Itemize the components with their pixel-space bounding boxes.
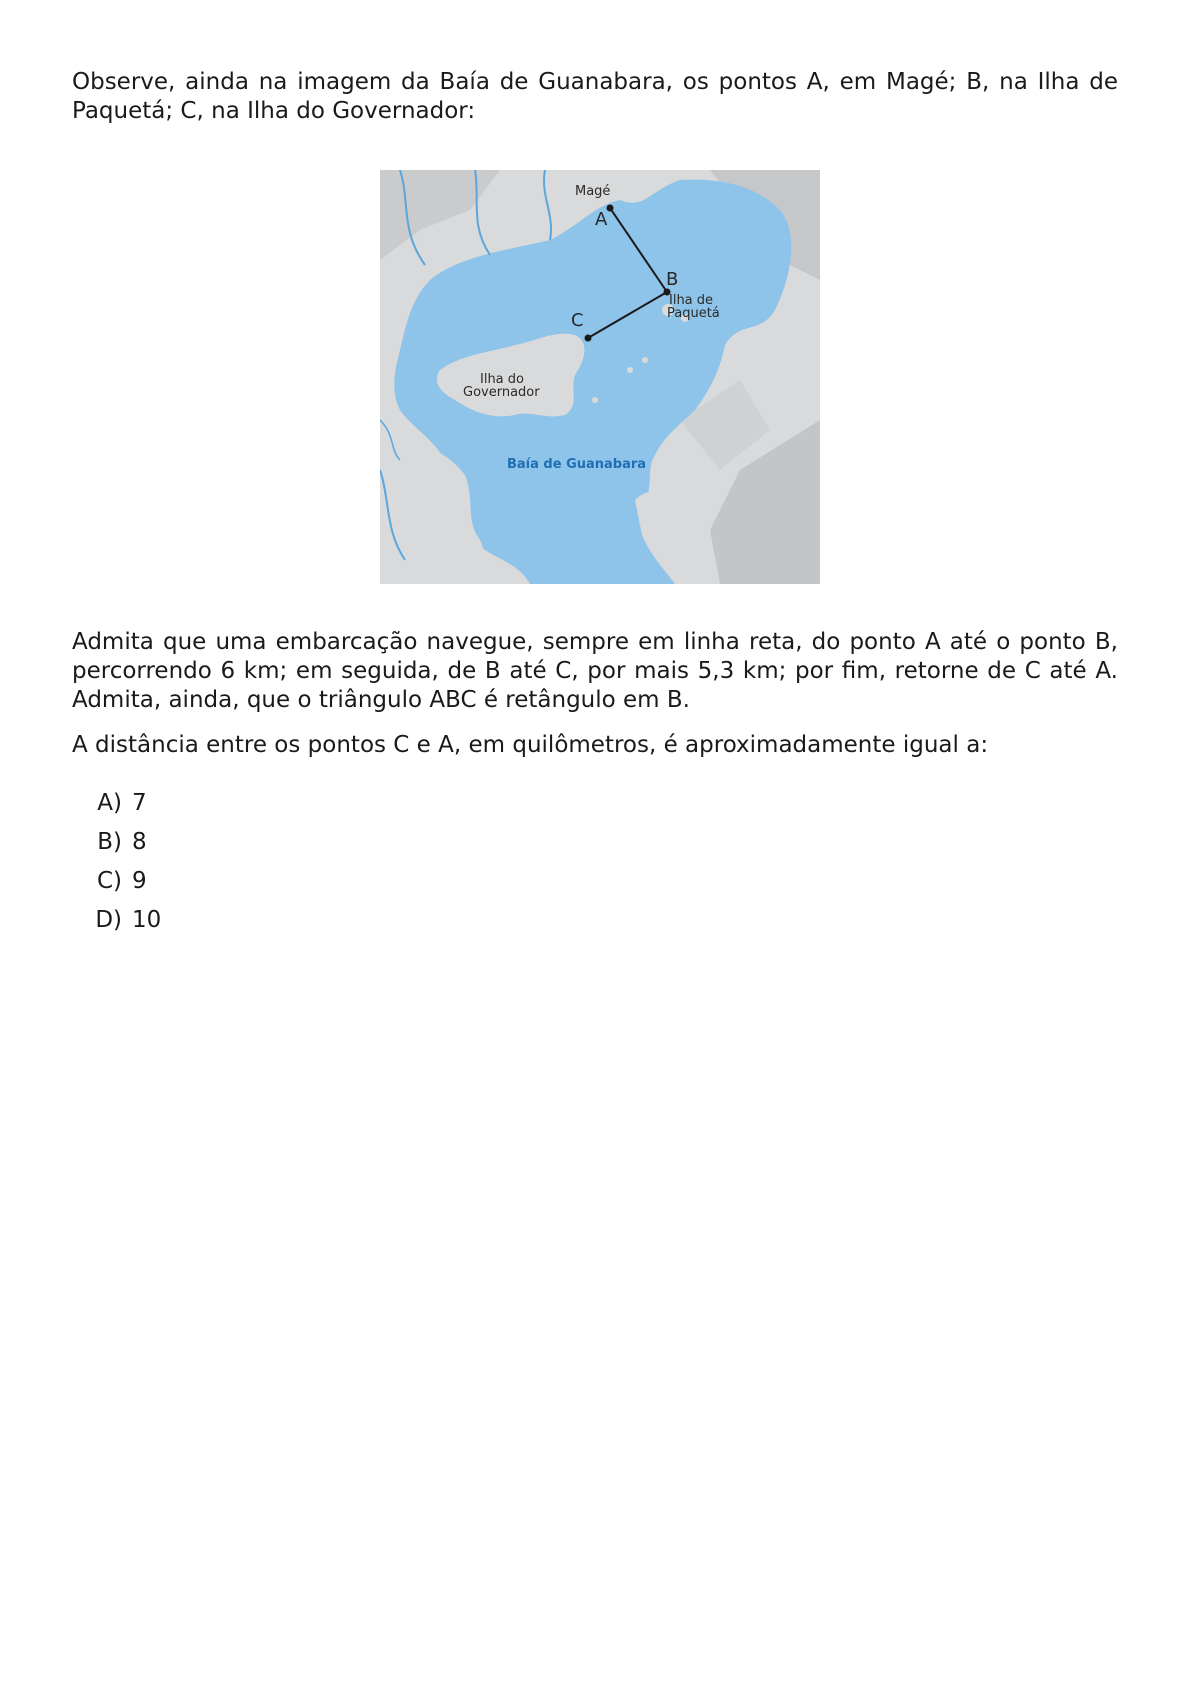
point-a-marker [607, 205, 614, 212]
option-b[interactable] [72, 823, 1118, 862]
option-c[interactable] [72, 862, 1118, 901]
label-paqueta-1: Ilha de [669, 293, 714, 308]
map-island [642, 357, 648, 363]
option-letter: D) [95, 907, 122, 933]
question-prompt: A distância entre os pontos C e A, em quilômetros, é aproximadamente igual a: [72, 732, 989, 758]
guanabara-bay-map [380, 170, 820, 584]
question-page [72, 68, 1118, 940]
question-body: Admita que uma embarcação navegue, sempre em linha reta, do ponto A até o ponto B, percorrendo 6 km; em seguida, de B até C, por mais 5,3 km; por fim, retorne de C até A. Admita, ainda, que o triângulo ABC é retângulo em B. [72, 629, 1118, 713]
point-c-marker [585, 335, 592, 342]
label-point-a: A [595, 209, 608, 230]
label-point-c: C [571, 310, 584, 331]
option-value: 7 [132, 790, 147, 816]
option-value: 9 [132, 868, 147, 894]
option-letter: B) [97, 829, 122, 855]
label-paqueta-2: Paquetá [667, 306, 720, 321]
option-value: 10 [132, 907, 162, 933]
label-mage: Magé [575, 184, 611, 199]
map-island [627, 367, 633, 373]
map-figure [72, 170, 1118, 584]
label-point-b: B [666, 269, 679, 290]
option-d[interactable] [72, 901, 1118, 940]
question-intro: Observe, ainda na imagem da Baía de Guanabara, os pontos A, em Magé; B, na Ilha de Paquetá; C, na Ilha do Governador: [72, 69, 1118, 124]
option-a[interactable] [72, 784, 1118, 823]
map-island [592, 397, 598, 403]
label-governador-1: Ilha do [480, 372, 524, 387]
label-governador-2: Governador [463, 385, 540, 400]
option-letter: A) [97, 790, 122, 816]
answer-options [72, 784, 1118, 940]
option-value: 8 [132, 829, 147, 855]
label-bay: Baía de Guanabara [507, 457, 647, 472]
option-letter: C) [96, 868, 122, 894]
